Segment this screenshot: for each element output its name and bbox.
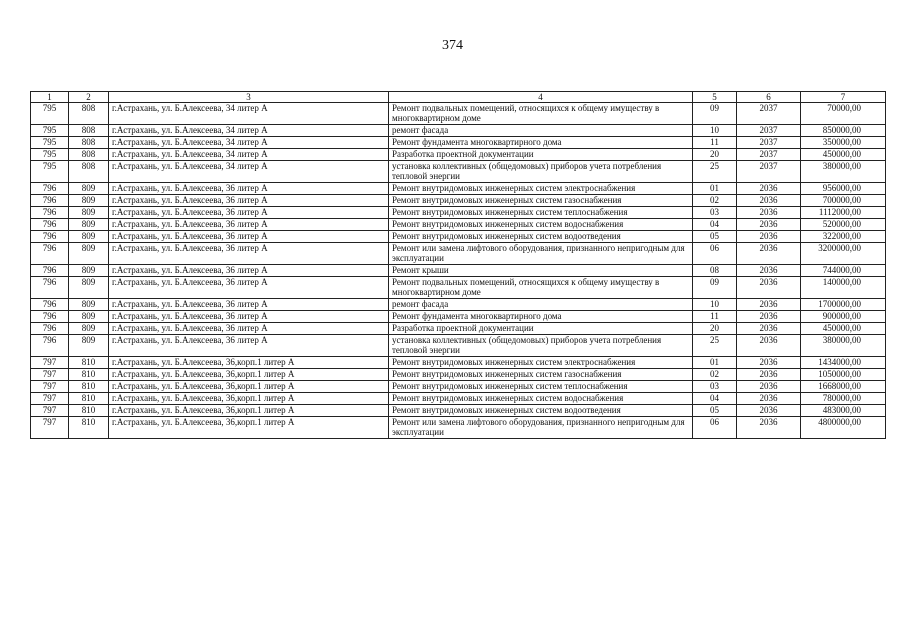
cost-cell: 322000,00	[801, 231, 886, 243]
year-cell: 2037	[737, 137, 801, 149]
work-code-cell: 10	[693, 125, 737, 137]
address-cell: г.Астрахань, ул. Б.Алексеева, 34 литер А	[109, 161, 389, 183]
work-type-cell: Ремонт внутридомовых инженерных систем водоотведения	[389, 231, 693, 243]
row-number-cell: 797	[31, 357, 69, 369]
column-header: 1	[31, 92, 69, 103]
table-row	[31, 103, 886, 125]
house-number-cell: 809	[69, 277, 109, 299]
row-number-cell: 795	[31, 161, 69, 183]
house-number-cell: 809	[69, 299, 109, 311]
house-number-cell: 809	[69, 335, 109, 357]
row-number-cell: 795	[31, 103, 69, 125]
row-number-cell: 796	[31, 195, 69, 207]
work-type-cell: Ремонт внутридомовых инженерных систем водоотведения	[389, 405, 693, 417]
work-type-cell: Ремонт внутридомовых инженерных систем водоснабжения	[389, 393, 693, 405]
cost-cell: 1434000,00	[801, 357, 886, 369]
work-type-cell: Ремонт крыши	[389, 265, 693, 277]
table-row	[31, 357, 886, 369]
work-type-cell: Разработка проектной документации	[389, 323, 693, 335]
work-code-cell: 09	[693, 103, 737, 125]
table-row	[31, 335, 886, 357]
row-number-cell: 795	[31, 137, 69, 149]
work-code-cell: 08	[693, 265, 737, 277]
address-cell: г.Астрахань, ул. Б.Алексеева, 36 литер А	[109, 243, 389, 265]
row-number-cell: 796	[31, 219, 69, 231]
row-number-cell: 796	[31, 243, 69, 265]
table-row	[31, 311, 886, 323]
address-cell: г.Астрахань, ул. Б.Алексеева, 36 литер А	[109, 335, 389, 357]
work-code-cell: 02	[693, 369, 737, 381]
year-cell: 2036	[737, 243, 801, 265]
address-cell: г.Астрахань, ул. Б.Алексеева, 36 литер А	[109, 265, 389, 277]
table-header-row	[31, 92, 886, 103]
address-cell: г.Астрахань, ул. Б.Алексеева, 36 литер А	[109, 207, 389, 219]
column-header: 4	[389, 92, 693, 103]
table-row	[31, 195, 886, 207]
work-type-cell: Ремонт подвальных помещений, относящихся к общему имуществу в многоквартирном доме	[389, 277, 693, 299]
house-number-cell: 809	[69, 231, 109, 243]
address-cell: г.Астрахань, ул. Б.Алексеева, 36,корп.1 литер А	[109, 369, 389, 381]
work-code-cell: 03	[693, 381, 737, 393]
cost-cell: 700000,00	[801, 195, 886, 207]
work-code-cell: 02	[693, 195, 737, 207]
address-cell: г.Астрахань, ул. Б.Алексеева, 36 литер А	[109, 231, 389, 243]
column-header: 3	[109, 92, 389, 103]
work-code-cell: 03	[693, 207, 737, 219]
cost-cell: 483000,00	[801, 405, 886, 417]
cost-cell: 380000,00	[801, 335, 886, 357]
work-type-cell: Ремонт внутридомовых инженерных систем теплоснабжения	[389, 381, 693, 393]
year-cell: 2036	[737, 405, 801, 417]
address-cell: г.Астрахань, ул. Б.Алексеева, 34 литер А	[109, 125, 389, 137]
year-cell: 2036	[737, 393, 801, 405]
address-cell: г.Астрахань, ул. Б.Алексеева, 34 литер А	[109, 103, 389, 125]
work-type-cell: установка коллективных (общедомовых) приборов учета потребления тепловой энергии	[389, 161, 693, 183]
work-type-cell: Ремонт подвальных помещений, относящихся к общему имуществу в многоквартирном доме	[389, 103, 693, 125]
row-number-cell: 797	[31, 405, 69, 417]
house-number-cell: 808	[69, 161, 109, 183]
row-number-cell: 796	[31, 335, 69, 357]
work-code-cell: 05	[693, 231, 737, 243]
column-header: 5	[693, 92, 737, 103]
column-header: 2	[69, 92, 109, 103]
table-row	[31, 265, 886, 277]
table-row	[31, 299, 886, 311]
house-number-cell: 810	[69, 369, 109, 381]
address-cell: г.Астрахань, ул. Б.Алексеева, 36,корп.1 литер А	[109, 357, 389, 369]
work-type-cell: установка коллективных (общедомовых) приборов учета потребления тепловой энергии	[389, 335, 693, 357]
year-cell: 2036	[737, 369, 801, 381]
year-cell: 2037	[737, 125, 801, 137]
table-row	[31, 183, 886, 195]
year-cell: 2037	[737, 149, 801, 161]
work-type-cell: Ремонт внутридомовых инженерных систем электроснабжения	[389, 357, 693, 369]
year-cell: 2036	[737, 357, 801, 369]
house-number-cell: 810	[69, 381, 109, 393]
row-number-cell: 796	[31, 299, 69, 311]
house-number-cell: 810	[69, 405, 109, 417]
address-cell: г.Астрахань, ул. Б.Алексеева, 36 литер А	[109, 323, 389, 335]
work-code-cell: 04	[693, 393, 737, 405]
row-number-cell: 796	[31, 207, 69, 219]
table-row	[31, 393, 886, 405]
table-row	[31, 161, 886, 183]
table-row	[31, 207, 886, 219]
work-code-cell: 20	[693, 149, 737, 161]
address-cell: г.Астрахань, ул. Б.Алексеева, 34 литер А	[109, 149, 389, 161]
cost-cell: 850000,00	[801, 125, 886, 137]
row-number-cell: 797	[31, 417, 69, 439]
cost-cell: 956000,00	[801, 183, 886, 195]
work-code-cell: 04	[693, 219, 737, 231]
year-cell: 2036	[737, 219, 801, 231]
row-number-cell: 797	[31, 393, 69, 405]
column-header: 6	[737, 92, 801, 103]
work-code-cell: 11	[693, 137, 737, 149]
row-number-cell: 796	[31, 311, 69, 323]
address-cell: г.Астрахань, ул. Б.Алексеева, 36,корп.1 литер А	[109, 393, 389, 405]
work-type-cell: ремонт фасада	[389, 299, 693, 311]
address-cell: г.Астрахань, ул. Б.Алексеева, 36 литер А	[109, 183, 389, 195]
address-cell: г.Астрахань, ул. Б.Алексеева, 36 литер А	[109, 299, 389, 311]
work-code-cell: 20	[693, 323, 737, 335]
work-type-cell: Ремонт внутридомовых инженерных систем газоснабжения	[389, 369, 693, 381]
work-type-cell: Ремонт или замена лифтового оборудования, признанного непригодным для эксплуатации	[389, 243, 693, 265]
work-type-cell: Ремонт внутридомовых инженерных систем теплоснабжения	[389, 207, 693, 219]
cost-cell: 900000,00	[801, 311, 886, 323]
work-code-cell: 06	[693, 243, 737, 265]
cost-cell: 140000,00	[801, 277, 886, 299]
year-cell: 2036	[737, 299, 801, 311]
work-code-cell: 01	[693, 357, 737, 369]
house-number-cell: 810	[69, 417, 109, 439]
house-number-cell: 809	[69, 207, 109, 219]
year-cell: 2036	[737, 381, 801, 393]
row-number-cell: 796	[31, 323, 69, 335]
cost-cell: 520000,00	[801, 219, 886, 231]
table-row	[31, 417, 886, 439]
work-type-cell: Ремонт внутридомовых инженерных систем электроснабжения	[389, 183, 693, 195]
work-type-cell: Ремонт внутридомовых инженерных систем газоснабжения	[389, 195, 693, 207]
work-type-cell: Разработка проектной документации	[389, 149, 693, 161]
table-row	[31, 231, 886, 243]
work-code-cell: 01	[693, 183, 737, 195]
house-number-cell: 809	[69, 323, 109, 335]
house-number-cell: 809	[69, 183, 109, 195]
cost-cell: 450000,00	[801, 323, 886, 335]
table-row	[31, 137, 886, 149]
cost-cell: 70000,00	[801, 103, 886, 125]
house-number-cell: 808	[69, 125, 109, 137]
cost-cell: 1668000,00	[801, 381, 886, 393]
table-row	[31, 125, 886, 137]
table-row	[31, 219, 886, 231]
year-cell: 2036	[737, 335, 801, 357]
work-type-cell: Ремонт или замена лифтового оборудования, признанного непригодным для эксплуатации	[389, 417, 693, 439]
house-number-cell: 810	[69, 357, 109, 369]
address-cell: г.Астрахань, ул. Б.Алексеева, 36 литер А	[109, 311, 389, 323]
year-cell: 2036	[737, 207, 801, 219]
year-cell: 2036	[737, 183, 801, 195]
house-number-cell: 808	[69, 103, 109, 125]
house-number-cell: 809	[69, 311, 109, 323]
row-number-cell: 796	[31, 183, 69, 195]
year-cell: 2036	[737, 195, 801, 207]
house-number-cell: 809	[69, 219, 109, 231]
work-code-cell: 11	[693, 311, 737, 323]
cost-cell: 350000,00	[801, 137, 886, 149]
work-type-cell: Ремонт фундамента многоквартирного дома	[389, 137, 693, 149]
cost-cell: 1050000,00	[801, 369, 886, 381]
house-number-cell: 808	[69, 149, 109, 161]
repair-schedule-table	[30, 91, 886, 439]
cost-cell: 780000,00	[801, 393, 886, 405]
row-number-cell: 796	[31, 265, 69, 277]
year-cell: 2036	[737, 231, 801, 243]
cost-cell: 1112000,00	[801, 207, 886, 219]
address-cell: г.Астрахань, ул. Б.Алексеева, 36 литер А	[109, 277, 389, 299]
table-row	[31, 323, 886, 335]
year-cell: 2037	[737, 103, 801, 125]
address-cell: г.Астрахань, ул. Б.Алексеева, 34 литер А	[109, 137, 389, 149]
work-code-cell: 09	[693, 277, 737, 299]
cost-cell: 450000,00	[801, 149, 886, 161]
cost-cell: 3200000,00	[801, 243, 886, 265]
year-cell: 2036	[737, 265, 801, 277]
house-number-cell: 809	[69, 195, 109, 207]
work-type-cell: Ремонт фундамента многоквартирного дома	[389, 311, 693, 323]
work-code-cell: 06	[693, 417, 737, 439]
cost-cell: 1700000,00	[801, 299, 886, 311]
address-cell: г.Астрахань, ул. Б.Алексеева, 36 литер А	[109, 219, 389, 231]
address-cell: г.Астрахань, ул. Б.Алексеева, 36,корп.1 литер А	[109, 381, 389, 393]
row-number-cell: 795	[31, 149, 69, 161]
row-number-cell: 797	[31, 381, 69, 393]
house-number-cell: 810	[69, 393, 109, 405]
work-type-cell: Ремонт внутридомовых инженерных систем водоснабжения	[389, 219, 693, 231]
row-number-cell: 796	[31, 277, 69, 299]
table-row	[31, 277, 886, 299]
house-number-cell: 809	[69, 243, 109, 265]
year-cell: 2036	[737, 417, 801, 439]
year-cell: 2036	[737, 277, 801, 299]
table-row	[31, 243, 886, 265]
cost-cell: 744000,00	[801, 265, 886, 277]
row-number-cell: 795	[31, 125, 69, 137]
work-type-cell: ремонт фасада	[389, 125, 693, 137]
page-number: 374	[442, 38, 463, 53]
row-number-cell: 797	[31, 369, 69, 381]
work-code-cell: 25	[693, 161, 737, 183]
year-cell: 2036	[737, 323, 801, 335]
house-number-cell: 808	[69, 137, 109, 149]
year-cell: 2037	[737, 161, 801, 183]
work-code-cell: 25	[693, 335, 737, 357]
row-number-cell: 796	[31, 231, 69, 243]
table-row	[31, 381, 886, 393]
address-cell: г.Астрахань, ул. Б.Алексеева, 36,корп.1 литер А	[109, 405, 389, 417]
cost-cell: 380000,00	[801, 161, 886, 183]
work-code-cell: 10	[693, 299, 737, 311]
table-row	[31, 369, 886, 381]
work-code-cell: 05	[693, 405, 737, 417]
address-cell: г.Астрахань, ул. Б.Алексеева, 36,корп.1 литер А	[109, 417, 389, 439]
column-header: 7	[801, 92, 886, 103]
house-number-cell: 809	[69, 265, 109, 277]
table-row	[31, 149, 886, 161]
address-cell: г.Астрахань, ул. Б.Алексеева, 36 литер А	[109, 195, 389, 207]
year-cell: 2036	[737, 311, 801, 323]
table-row	[31, 405, 886, 417]
cost-cell: 4800000,00	[801, 417, 886, 439]
